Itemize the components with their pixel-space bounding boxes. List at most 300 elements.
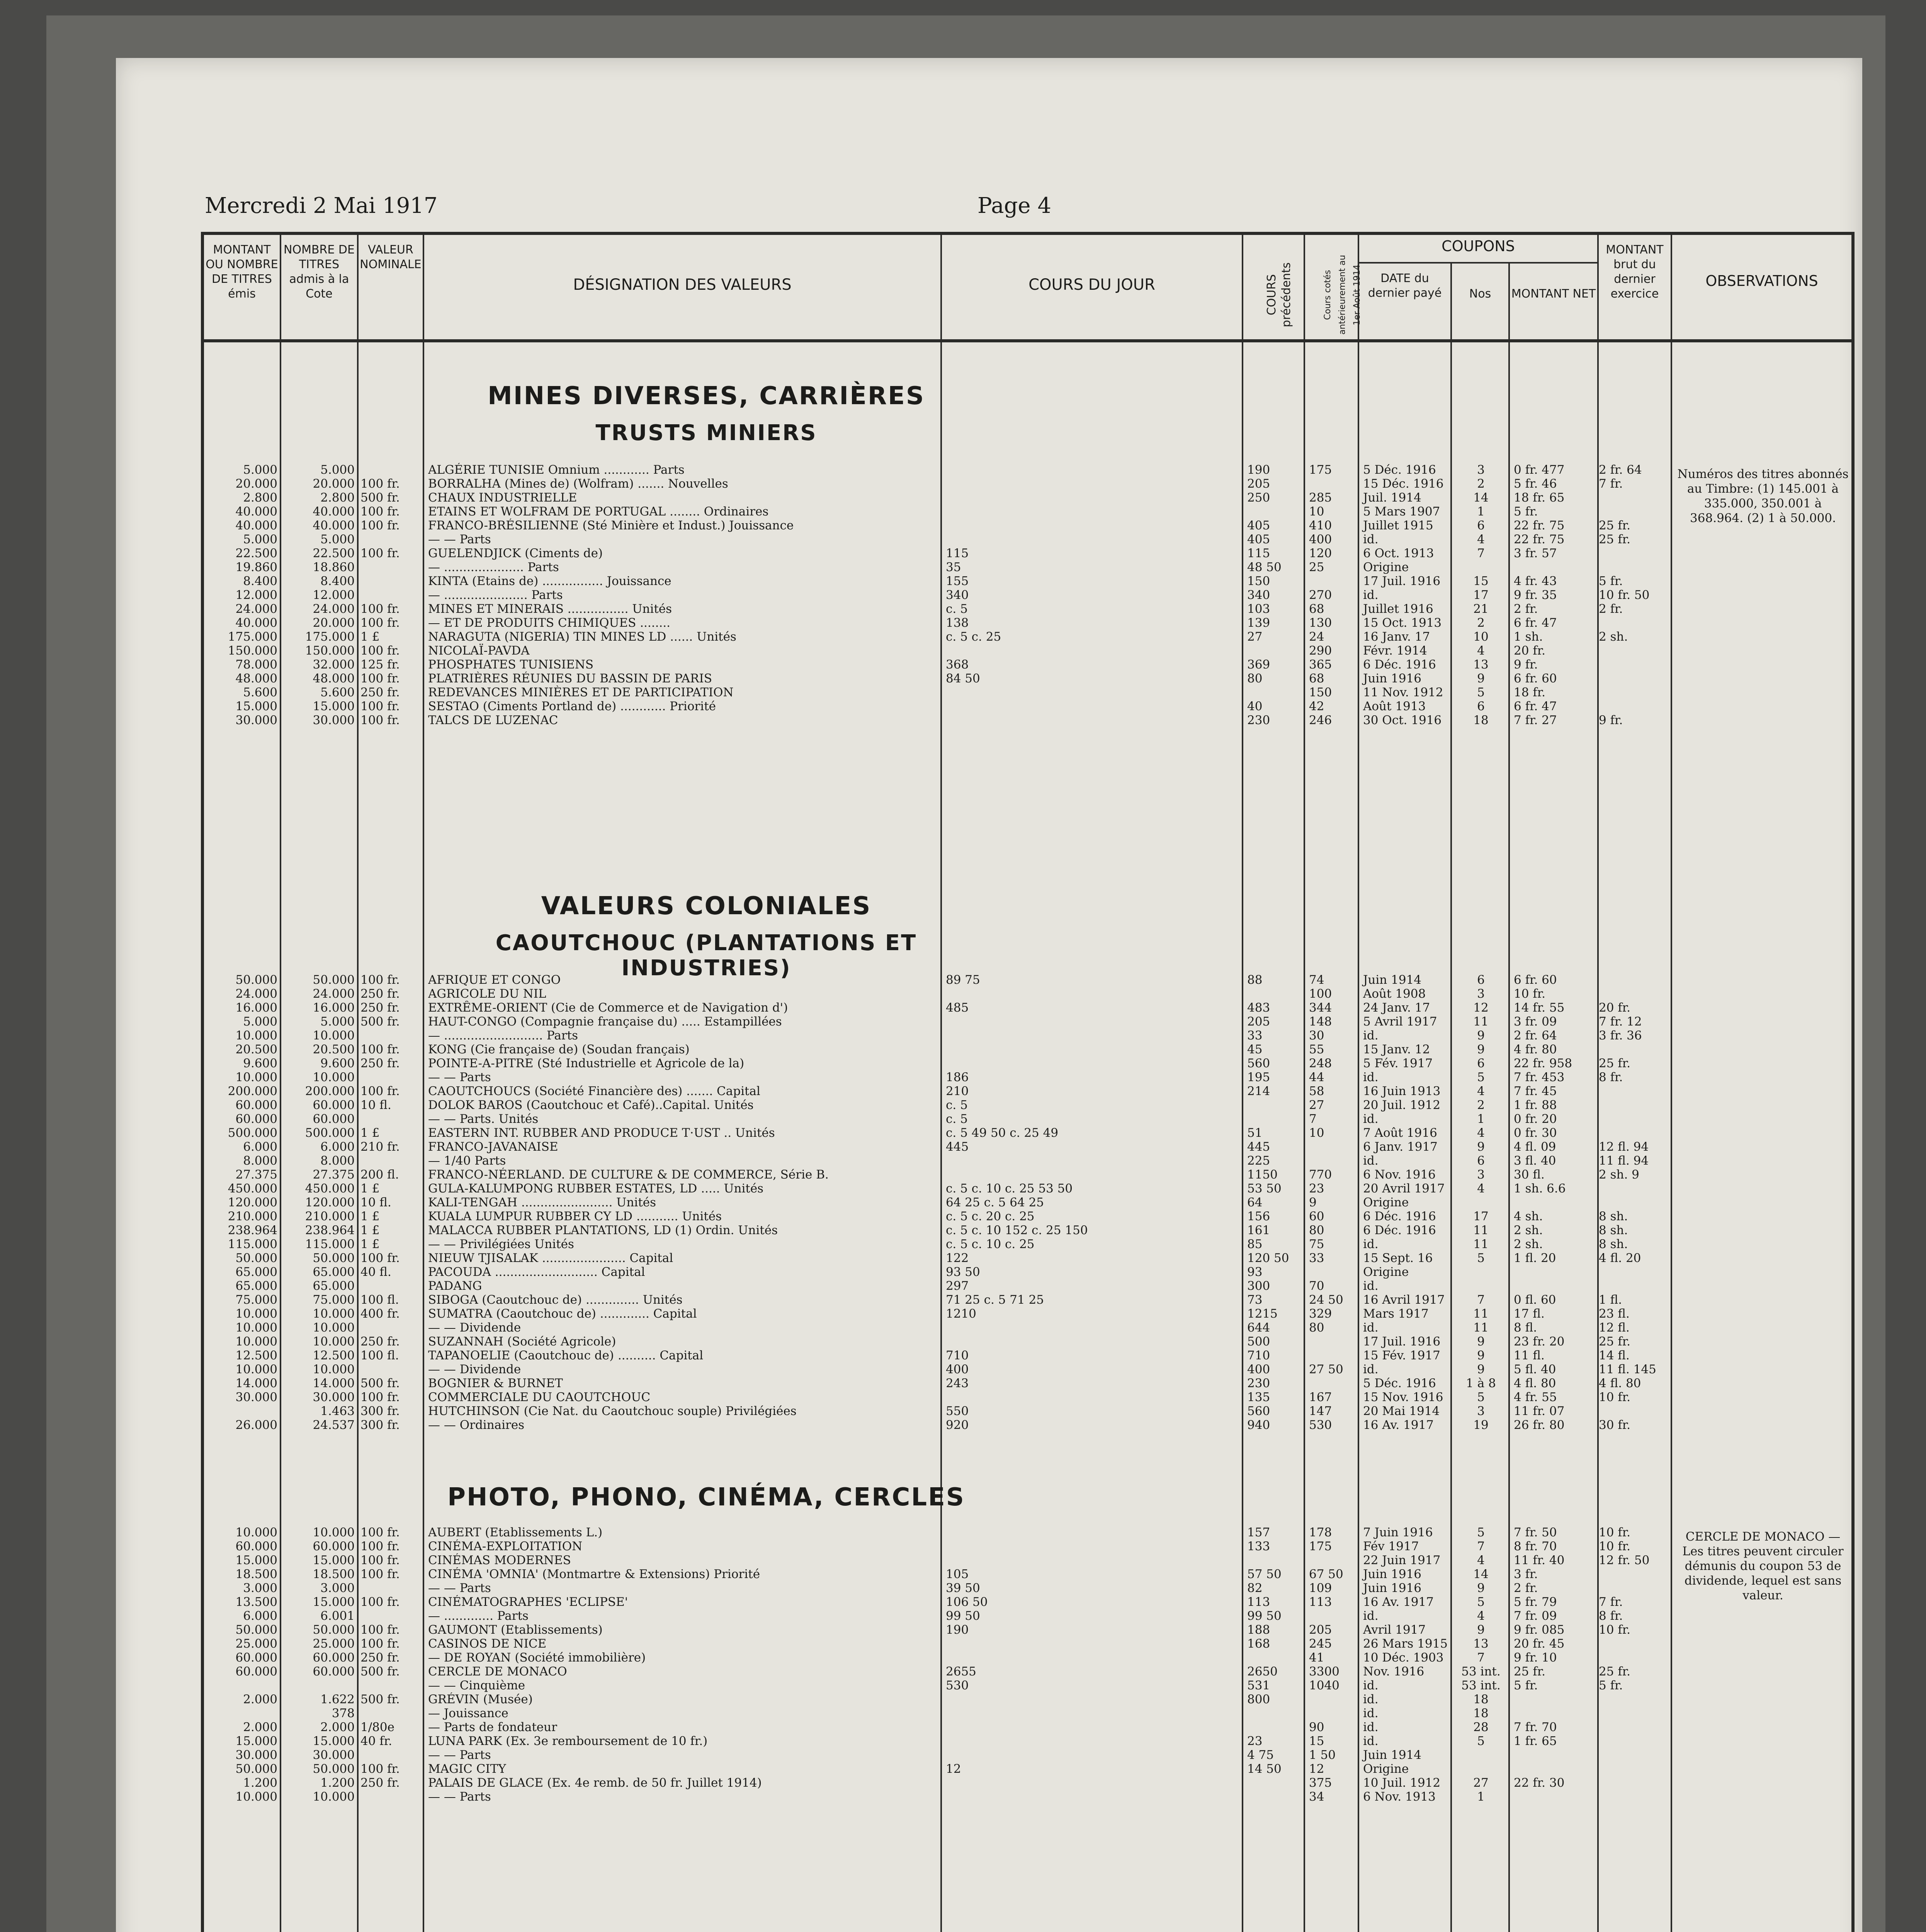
cell-v: 1 £ bbox=[360, 1182, 380, 1196]
cell-n: 65.000 bbox=[313, 1265, 355, 1279]
cell-mn: 22 fr. 75 bbox=[1514, 519, 1565, 532]
cell-n: 24.000 bbox=[313, 987, 355, 1001]
cell-ca: 130 bbox=[1309, 616, 1332, 630]
section-title: PHOTO, PHONO, CINÉMA, CERCLES bbox=[447, 1483, 965, 1512]
cell-m: 48.000 bbox=[235, 672, 277, 685]
cell-v: 1 £ bbox=[360, 1209, 380, 1223]
cell-v: 100 fr. bbox=[360, 602, 400, 616]
cell-mn: 2 fr. 64 bbox=[1514, 1029, 1557, 1043]
cell-d: MINES ET MINERAIS ................ Unités bbox=[428, 602, 672, 616]
cell-m: 120.000 bbox=[228, 1196, 277, 1209]
cell-mn: 0 fl. 60 bbox=[1514, 1293, 1556, 1307]
cell-dt: 20 Avril 1917 bbox=[1363, 1182, 1445, 1196]
cell-br: 4 fl. 20 bbox=[1599, 1251, 1641, 1265]
cell-m: 78.000 bbox=[235, 658, 277, 672]
cell-no: 5 bbox=[1477, 1251, 1485, 1265]
cell-mn: 4 sh. bbox=[1514, 1209, 1543, 1223]
cell-br: 30 fr. bbox=[1599, 1418, 1631, 1432]
cell-ca: 24 bbox=[1309, 630, 1324, 644]
cell-v: 125 fr. bbox=[360, 658, 400, 672]
cell-mn: 23 fr. 20 bbox=[1514, 1335, 1565, 1349]
cell-ca: 25 bbox=[1309, 560, 1324, 574]
cell-dt: 6 Déc. 1916 bbox=[1363, 658, 1436, 672]
cell-ca: 120 bbox=[1309, 546, 1332, 560]
cell-br: 8 sh. bbox=[1599, 1223, 1628, 1237]
cell-d: PHOSPHATES TUNISIENS bbox=[428, 658, 594, 672]
cell-mn: 22 fr. 958 bbox=[1514, 1056, 1572, 1070]
cell-j: 138 bbox=[946, 616, 969, 630]
cell-p: 48 50 bbox=[1247, 560, 1282, 574]
cell-m: 50.000 bbox=[235, 1251, 277, 1265]
cell-ca: 178 bbox=[1309, 1526, 1332, 1539]
col-cours-precedents bbox=[1243, 235, 1305, 339]
cell-d: CINÉMA-EXPLOITATION bbox=[428, 1539, 583, 1553]
cell-p: 64 bbox=[1247, 1196, 1263, 1209]
cell-br: 25 fr. bbox=[1599, 532, 1631, 546]
cell-dt: 5 Fév. 1917 bbox=[1363, 1056, 1433, 1070]
cell-m: 15.000 bbox=[235, 699, 277, 713]
cell-ca: 1 50 bbox=[1309, 1748, 1336, 1762]
cell-ca: 205 bbox=[1309, 1623, 1332, 1637]
cell-j: 99 50 bbox=[946, 1609, 980, 1623]
cell-ca: 23 bbox=[1309, 1182, 1324, 1196]
cell-dt: id. bbox=[1363, 1279, 1379, 1293]
cell-no: 5 bbox=[1477, 1070, 1485, 1084]
cell-no: 6 bbox=[1477, 1056, 1485, 1070]
cell-ca: 80 bbox=[1309, 1223, 1324, 1237]
cell-br: 11 fl. 145 bbox=[1599, 1362, 1656, 1376]
cell-mn: 9 fr. 10 bbox=[1514, 1651, 1557, 1665]
cell-dt: Avril 1917 bbox=[1363, 1623, 1426, 1637]
cell-p: 205 bbox=[1247, 477, 1270, 491]
table-row bbox=[204, 1637, 1851, 1651]
cell-d: — ET DE PRODUITS CHIMIQUES ........ bbox=[428, 616, 671, 630]
table-row bbox=[204, 1734, 1851, 1748]
cell-no: 1 bbox=[1477, 1112, 1485, 1126]
table-row bbox=[204, 1015, 1851, 1029]
cell-ca: 3300 bbox=[1309, 1665, 1340, 1679]
cell-ca: 60 bbox=[1309, 1209, 1324, 1223]
cell-dt: Févr. 1914 bbox=[1363, 644, 1427, 658]
table-row bbox=[204, 1692, 1851, 1706]
cell-no: 2 bbox=[1477, 1098, 1485, 1112]
cell-n: 40.000 bbox=[313, 519, 355, 532]
cell-d: CINÉMA 'OMNIA' (Montmartre & Extensions) Priorité bbox=[428, 1567, 760, 1581]
cell-br: 25 fr. bbox=[1599, 519, 1631, 532]
cell-ca: 375 bbox=[1309, 1776, 1332, 1790]
cell-n: 3.000 bbox=[320, 1581, 355, 1595]
cell-v: 250 fr. bbox=[360, 1776, 400, 1790]
cell-n: 5.000 bbox=[320, 532, 355, 546]
cell-dt: 6 Nov. 1916 bbox=[1363, 1168, 1436, 1182]
cell-m: 10.000 bbox=[235, 1362, 277, 1376]
cell-mn: 4 fl. 80 bbox=[1514, 1376, 1556, 1390]
cell-ca: 70 bbox=[1309, 1279, 1324, 1293]
cell-no: 19 bbox=[1473, 1418, 1489, 1432]
cell-ca: 27 bbox=[1309, 1098, 1324, 1112]
cell-no: 5 bbox=[1477, 1390, 1485, 1404]
cell-mn: 18 fr. bbox=[1514, 685, 1546, 699]
cell-ca: 270 bbox=[1309, 588, 1332, 602]
cell-mn: 2 fr. bbox=[1514, 602, 1538, 616]
cell-n: 50.000 bbox=[313, 973, 355, 987]
cell-dt: Août 1913 bbox=[1363, 699, 1426, 713]
section-title: VALEURS COLONIALES bbox=[541, 892, 872, 920]
cell-no: 4 bbox=[1477, 1553, 1485, 1567]
table-row bbox=[204, 713, 1851, 727]
table-row bbox=[204, 1404, 1851, 1418]
cell-br: 3 fr. 36 bbox=[1599, 1029, 1642, 1043]
cell-no: 21 bbox=[1473, 602, 1489, 616]
cell-v: 250 fr. bbox=[360, 1056, 400, 1070]
observation-note: Numéros des titres abonnés au Timbre: (1) 145.001 à 335.000, 350.001 à 368.964. (2) 1 à 50.000. bbox=[1677, 467, 1849, 525]
table-row bbox=[204, 1279, 1851, 1293]
cell-v: 1/80e bbox=[360, 1720, 394, 1734]
table-row bbox=[204, 1335, 1851, 1349]
cell-dt: 5 Déc. 1916 bbox=[1363, 1376, 1436, 1390]
cell-dt: Origine bbox=[1363, 1265, 1409, 1279]
cell-n: 27.375 bbox=[313, 1168, 355, 1182]
cell-ca: 770 bbox=[1309, 1168, 1332, 1182]
cell-no: 3 bbox=[1477, 987, 1485, 1001]
cell-p: 214 bbox=[1247, 1084, 1270, 1098]
table-row bbox=[204, 1043, 1851, 1056]
cell-dt: Juin 1914 bbox=[1363, 1748, 1422, 1762]
cell-d: — — Dividende bbox=[428, 1321, 521, 1335]
cell-d: — ............. Parts bbox=[428, 1609, 529, 1623]
cell-d: KONG (Cie française de) (Soudan français) bbox=[428, 1043, 690, 1056]
cell-p: 445 bbox=[1247, 1140, 1270, 1154]
table-row bbox=[204, 973, 1851, 987]
table-row bbox=[204, 463, 1851, 477]
cell-n: 50.000 bbox=[313, 1623, 355, 1637]
table-row bbox=[204, 546, 1851, 560]
cell-n: 60.000 bbox=[313, 1539, 355, 1553]
cell-mn: 0 fr. 477 bbox=[1514, 463, 1565, 477]
table-row bbox=[204, 1126, 1851, 1140]
cell-dt: 15 Déc. 1916 bbox=[1363, 477, 1444, 491]
cell-mn: 3 fl. 40 bbox=[1514, 1154, 1556, 1168]
cell-p: 205 bbox=[1247, 1015, 1270, 1029]
cell-d: HAUT-CONGO (Compagnie française du) ..... Estampillées bbox=[428, 1015, 782, 1029]
cell-mn: 2 fr. bbox=[1514, 1581, 1538, 1595]
table-row bbox=[204, 1539, 1851, 1553]
cell-dt: Nov. 1916 bbox=[1363, 1665, 1425, 1679]
cell-p: 135 bbox=[1247, 1390, 1270, 1404]
cell-d: CASINOS DE NICE bbox=[428, 1637, 547, 1651]
cell-no: 1 bbox=[1477, 505, 1485, 519]
cell-n: 120.000 bbox=[305, 1196, 355, 1209]
cell-d: NICOLAÏ-PAVDA bbox=[428, 644, 530, 658]
cell-m: 30.000 bbox=[235, 713, 277, 727]
cell-d: SUZANNAH (Société Agricole) bbox=[428, 1335, 616, 1349]
cell-dt: Juil. 1914 bbox=[1363, 491, 1421, 505]
cell-d: — Jouissance bbox=[428, 1706, 508, 1720]
cell-n: 15.000 bbox=[313, 1595, 355, 1609]
cell-mn: 7 fr. 50 bbox=[1514, 1526, 1557, 1539]
cell-d: EXTRÊME-ORIENT (Cie de Commerce et de Navigation d') bbox=[428, 1001, 788, 1015]
cell-m: 30.000 bbox=[235, 1390, 277, 1404]
cell-d: CAOUTCHOUCS (Société Financière des) ....... Capital bbox=[428, 1084, 760, 1098]
cell-m: 3.000 bbox=[243, 1581, 277, 1595]
cell-m: 13.500 bbox=[235, 1595, 277, 1609]
cell-n: 10.000 bbox=[313, 1321, 355, 1335]
cell-n: 60.000 bbox=[313, 1098, 355, 1112]
cell-n: 24.537 bbox=[313, 1418, 355, 1432]
cell-ca: 175 bbox=[1309, 1539, 1332, 1553]
cell-mn: 0 fr. 20 bbox=[1514, 1112, 1557, 1126]
cell-ca: 30 bbox=[1309, 1029, 1324, 1043]
cell-d: MALACCA RUBBER PLANTATIONS, LD (1) Ordin. Unités bbox=[428, 1223, 778, 1237]
cell-dt: id. bbox=[1363, 1362, 1379, 1376]
cell-p: 1150 bbox=[1247, 1168, 1278, 1182]
cell-d: ALGÉRIE TUNISIE Omnium ............ Parts bbox=[428, 463, 685, 477]
cell-p: 369 bbox=[1247, 658, 1270, 672]
cell-dt: id. bbox=[1363, 1706, 1379, 1720]
cell-no: 17 bbox=[1473, 1209, 1489, 1223]
cell-n: 15.000 bbox=[313, 699, 355, 713]
cell-d: POINTE-A-PITRE (Sté Industrielle et Agricole de la) bbox=[428, 1056, 745, 1070]
cell-no: 4 bbox=[1477, 532, 1485, 546]
cell-no: 11 bbox=[1473, 1307, 1489, 1321]
cell-m: 27.375 bbox=[235, 1168, 277, 1182]
cell-mn: 4 fr. 43 bbox=[1514, 574, 1557, 588]
cell-m: 115.000 bbox=[228, 1237, 277, 1251]
cell-no: 5 bbox=[1477, 1734, 1485, 1748]
cell-dt: id. bbox=[1363, 1321, 1379, 1335]
cell-br: 25 fr. bbox=[1599, 1335, 1631, 1349]
cell-d: CERCLE DE MONACO bbox=[428, 1665, 567, 1679]
cell-dt: 10 Déc. 1903 bbox=[1363, 1651, 1444, 1665]
cell-p: 51 bbox=[1247, 1126, 1263, 1140]
section-title: MINES DIVERSES, CARRIÈRES bbox=[488, 382, 925, 410]
page-header bbox=[205, 193, 1750, 228]
cell-mn: 7 fr. 45 bbox=[1514, 1084, 1557, 1098]
cell-m: 60.000 bbox=[235, 1665, 277, 1679]
cell-j: c. 5 bbox=[946, 1098, 968, 1112]
table-row bbox=[204, 1362, 1851, 1376]
cell-ca: 9 bbox=[1309, 1196, 1317, 1209]
cell-dt: 6 Oct. 1913 bbox=[1363, 546, 1434, 560]
cell-d: PADANG bbox=[428, 1279, 482, 1293]
cell-m: 40.000 bbox=[235, 519, 277, 532]
cell-no: 13 bbox=[1473, 658, 1489, 672]
cell-j: 115 bbox=[946, 546, 969, 560]
table-row bbox=[204, 532, 1851, 546]
cell-dt: id. bbox=[1363, 1029, 1379, 1043]
table-row bbox=[204, 1567, 1851, 1581]
cell-n: 40.000 bbox=[313, 505, 355, 519]
cell-v: 400 fr. bbox=[360, 1307, 400, 1321]
cell-m: 5.000 bbox=[243, 463, 277, 477]
cell-br: 20 fr. bbox=[1599, 1001, 1631, 1015]
cell-v: 100 fr. bbox=[360, 1762, 400, 1776]
cell-ca: 100 bbox=[1309, 987, 1332, 1001]
cell-d: CHAUX INDUSTRIELLE bbox=[428, 491, 577, 505]
col-date-paye: DATE du dernier payé bbox=[1359, 262, 1452, 339]
cell-d: — — Ordinaires bbox=[428, 1418, 525, 1432]
cell-ca: 245 bbox=[1309, 1637, 1332, 1651]
cell-v: 10 fl. bbox=[360, 1196, 391, 1209]
cell-no: 17 bbox=[1473, 588, 1489, 602]
cell-p: 4 75 bbox=[1247, 1748, 1274, 1762]
cell-ca: 329 bbox=[1309, 1307, 1332, 1321]
cell-no: 9 bbox=[1477, 1335, 1485, 1349]
cell-v: 100 fr. bbox=[360, 1623, 400, 1637]
cell-dt: id. bbox=[1363, 532, 1379, 546]
cell-no: 5 bbox=[1477, 1526, 1485, 1539]
cell-v: 100 fr. bbox=[360, 644, 400, 658]
cell-mn: 1 fr. 65 bbox=[1514, 1734, 1557, 1748]
cell-p: 80 bbox=[1247, 672, 1263, 685]
cell-n: 15.000 bbox=[313, 1734, 355, 1748]
cell-n: 18.500 bbox=[313, 1567, 355, 1581]
cell-d: — .......................... Parts bbox=[428, 1029, 578, 1043]
cell-d: NARAGUTA (NIGERIA) TIN MINES LD ...... Unités bbox=[428, 630, 736, 644]
cell-mn: 0 fr. 30 bbox=[1514, 1126, 1557, 1140]
cell-p: 14 50 bbox=[1247, 1762, 1282, 1776]
cell-mn: 1 fl. 20 bbox=[1514, 1251, 1556, 1265]
cell-m: 10.000 bbox=[235, 1321, 277, 1335]
cell-j: 2655 bbox=[946, 1665, 976, 1679]
cell-m: 14.000 bbox=[235, 1376, 277, 1390]
cell-dt: Origine bbox=[1363, 1762, 1409, 1776]
cell-d: BORRALHA (Mines de) (Wolfram) ....... Nouvelles bbox=[428, 477, 728, 491]
cell-d: GRÉVIN (Musée) bbox=[428, 1692, 533, 1706]
cell-n: 378 bbox=[331, 1706, 355, 1720]
cell-d: — — Parts bbox=[428, 1748, 491, 1762]
cell-m: 10.000 bbox=[235, 1335, 277, 1349]
cell-dt: 5 Déc. 1916 bbox=[1363, 463, 1436, 477]
table-row bbox=[204, 1651, 1851, 1665]
table-row bbox=[204, 1029, 1851, 1043]
cell-j: 400 bbox=[946, 1362, 969, 1376]
cell-n: 20.500 bbox=[313, 1043, 355, 1056]
cell-mn: 6 fr. 60 bbox=[1514, 973, 1557, 987]
cell-br: 4 fl. 80 bbox=[1599, 1376, 1641, 1390]
cell-mn: 9 fr. 085 bbox=[1514, 1623, 1565, 1637]
cell-mn: 11 fr. 07 bbox=[1514, 1404, 1565, 1418]
cell-ca: 148 bbox=[1309, 1015, 1332, 1029]
cell-m: 40.000 bbox=[235, 505, 277, 519]
cell-j: 210 bbox=[946, 1084, 969, 1098]
cell-v: 250 fr. bbox=[360, 685, 400, 699]
cell-n: 6.000 bbox=[320, 1140, 355, 1154]
col-montant-net: MONTANT NET bbox=[1510, 262, 1599, 339]
cell-j: 93 50 bbox=[946, 1265, 980, 1279]
cell-dt: Origine bbox=[1363, 1196, 1409, 1209]
cell-p: 40 bbox=[1247, 699, 1263, 713]
cell-mn: 7 fr. 27 bbox=[1514, 713, 1557, 727]
table-row bbox=[204, 491, 1851, 505]
table-row bbox=[204, 1293, 1851, 1307]
table-row bbox=[204, 1251, 1851, 1265]
cell-m: 15.000 bbox=[235, 1734, 277, 1748]
cell-ca: 24 50 bbox=[1309, 1293, 1343, 1307]
cell-no: 27 bbox=[1473, 1776, 1489, 1790]
cell-p: 500 bbox=[1247, 1335, 1270, 1349]
cell-d: CINÉMATOGRAPHES 'ECLIPSE' bbox=[428, 1595, 628, 1609]
cell-no: 6 bbox=[1477, 973, 1485, 987]
cell-m: 150.000 bbox=[228, 644, 277, 658]
cell-d: — — Privilégiées Unités bbox=[428, 1237, 574, 1251]
cell-m: 200.000 bbox=[228, 1084, 277, 1098]
cell-n: 1.463 bbox=[320, 1404, 355, 1418]
cell-no: 6 bbox=[1477, 519, 1485, 532]
table-row bbox=[204, 1056, 1851, 1070]
cell-j: 186 bbox=[946, 1070, 969, 1084]
cell-n: 210.000 bbox=[305, 1209, 355, 1223]
cell-no: 2 bbox=[1477, 477, 1485, 491]
cell-ca: 147 bbox=[1309, 1404, 1332, 1418]
cell-no: 11 bbox=[1473, 1237, 1489, 1251]
section-rows bbox=[204, 463, 1851, 727]
cell-j: 1210 bbox=[946, 1307, 976, 1321]
cell-dt: Mars 1917 bbox=[1363, 1307, 1429, 1321]
cell-no: 18 bbox=[1473, 1706, 1489, 1720]
cell-j: c. 5 c. 10 152 c. 25 150 bbox=[946, 1223, 1088, 1237]
cell-mn: 18 fr. 65 bbox=[1514, 491, 1565, 505]
cell-p: 188 bbox=[1247, 1623, 1270, 1637]
cell-no: 15 bbox=[1473, 574, 1489, 588]
cell-v: 250 fr. bbox=[360, 987, 400, 1001]
cell-no: 9 bbox=[1477, 1362, 1485, 1376]
table-row bbox=[204, 1196, 1851, 1209]
col-valeur: VALEUR NOMINALE bbox=[359, 235, 424, 339]
table-row bbox=[204, 588, 1851, 602]
cell-no: 7 bbox=[1477, 546, 1485, 560]
cell-n: 9.600 bbox=[320, 1056, 355, 1070]
cell-mn: 4 fr. 55 bbox=[1514, 1390, 1557, 1404]
cell-v: 100 fr. bbox=[360, 699, 400, 713]
cell-p: 115 bbox=[1247, 546, 1270, 560]
cell-n: 16.000 bbox=[313, 1001, 355, 1015]
cell-j: c. 5 c. 25 bbox=[946, 630, 1001, 644]
cell-no: 2 bbox=[1477, 616, 1485, 630]
cell-d: CINÉMAS MODERNES bbox=[428, 1553, 571, 1567]
cell-n: 1.622 bbox=[320, 1692, 355, 1706]
cell-no: 3 bbox=[1477, 1168, 1485, 1182]
cell-n: 60.000 bbox=[313, 1665, 355, 1679]
cell-ca: 44 bbox=[1309, 1070, 1324, 1084]
cell-d: — — Parts bbox=[428, 1581, 491, 1595]
cell-mn: 1 sh. bbox=[1514, 630, 1543, 644]
cell-j: 530 bbox=[946, 1679, 969, 1692]
cell-v: 100 fr. bbox=[360, 973, 400, 987]
cell-m: 60.000 bbox=[235, 1112, 277, 1126]
cell-p: 133 bbox=[1247, 1539, 1270, 1553]
cell-v: 40 fr. bbox=[360, 1734, 393, 1748]
cell-br: 11 fl. 94 bbox=[1599, 1154, 1649, 1168]
cell-no: 6 bbox=[1477, 1154, 1485, 1168]
table-row bbox=[204, 1418, 1851, 1432]
cell-br: 5 fr. bbox=[1599, 574, 1623, 588]
cell-n: 30.000 bbox=[313, 1390, 355, 1404]
cell-d: FRANCO-NÉERLAND. DE CULTURE & DE COMMERCE, Série B. bbox=[428, 1168, 829, 1182]
section-rows bbox=[204, 973, 1851, 1432]
newspaper-page bbox=[116, 58, 1862, 1932]
cell-dt: id. bbox=[1363, 1679, 1379, 1692]
cell-dt: id. bbox=[1363, 588, 1379, 602]
cell-ca: 68 bbox=[1309, 602, 1324, 616]
table-row bbox=[204, 1376, 1851, 1390]
cell-no: 13 bbox=[1473, 1637, 1489, 1651]
cell-m: 1.200 bbox=[243, 1776, 277, 1790]
cell-j: 485 bbox=[946, 1001, 969, 1015]
cell-br: 25 fr. bbox=[1599, 1056, 1631, 1070]
cell-v: 100 fr. bbox=[360, 672, 400, 685]
cell-dt: 24 Janv. 17 bbox=[1363, 1001, 1430, 1015]
